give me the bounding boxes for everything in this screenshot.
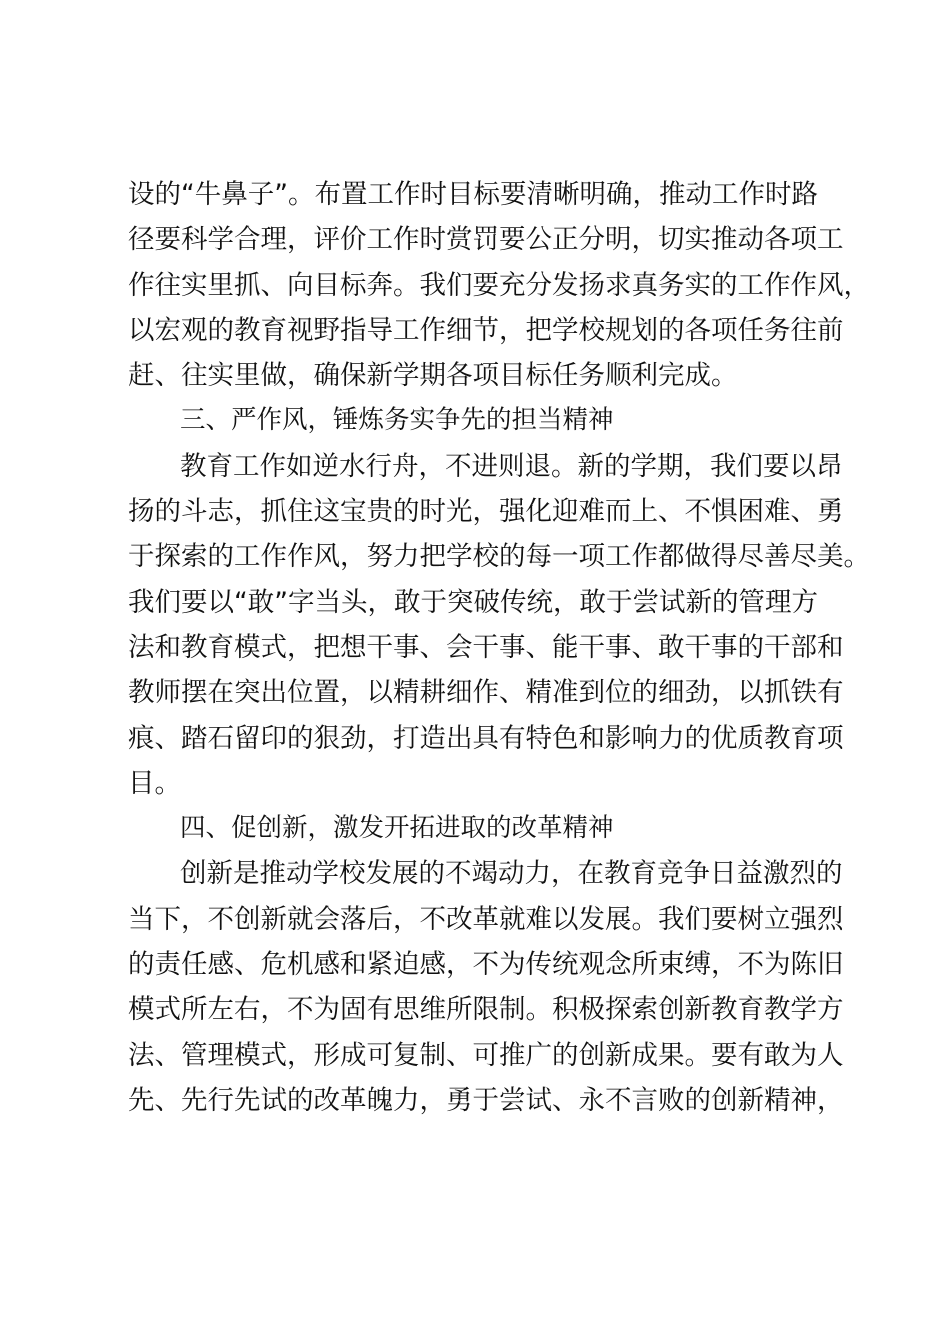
text-line: 先、先行先试的改革魄力，勇于尝试、永不言败的创新精神，: [128, 1084, 844, 1116]
text-line: 扬的斗志，抓住这宝贵的时光，强化迎难而上、不惧困难、勇: [128, 496, 844, 528]
text-line: 我们要以“敢”字当头，敢于突破传统，敢于尝试新的管理方: [128, 586, 818, 618]
text-line: 的责任感、危机感和紧迫感，不为传统观念所束缚，不为陈旧: [128, 949, 844, 981]
text-line: 当下，不创新就会落后，不改革就难以发展。我们要树立强烈: [128, 903, 844, 935]
text-line: 模式所左右，不为固有思维所限制。积极探索创新教育教学方: [128, 994, 844, 1026]
text-line: 创新是推动学校发展的不竭动力，在教育竞争日益激烈的: [180, 858, 843, 890]
section-heading-4: 四、促创新，激发开拓进取的改革精神: [180, 813, 614, 844]
text-line: 作往实里抓、向目标奔。我们要充分发扬求真务实的工作作风，: [128, 269, 870, 301]
text-line: 于探索的工作作风，努力把学校的每一项工作都做得尽善尽美。: [128, 541, 870, 573]
text-line: 设的“牛鼻子”。布置工作时目标要清晰明确，推动工作时路: [128, 179, 818, 210]
text-line: 径要科学合理，评价工作时赏罚要公正分明，切实推动各项工: [128, 224, 844, 256]
text-line: 法和教育模式，把想干事、会干事、能干事、敢干事的干部和: [128, 631, 844, 663]
section-heading-3: 三、严作风，锤炼务实争先的担当精神: [180, 405, 614, 436]
text-line: 以宏观的教育视野指导工作细节，把学校规划的各项任务往前: [128, 314, 844, 346]
document-body: [128, 172, 870, 1123]
text-line: 痕、踏石留印的狠劲，打造出具有特色和影响力的优质教育项: [128, 722, 844, 754]
text-line: 教育工作如逆水行舟，不进则退。新的学期，我们要以昂: [180, 450, 843, 482]
text-line: 赶、往实里做，确保新学期各项目标任务顺利完成。: [128, 360, 738, 392]
text-line: 目。: [128, 767, 181, 799]
text-line: 教师摆在突出位置，以精耕细作、精准到位的细劲，以抓铁有: [128, 677, 844, 709]
text-line: 法、管理模式，形成可复制、可推广的创新成果。要有敢为人: [128, 1039, 844, 1071]
